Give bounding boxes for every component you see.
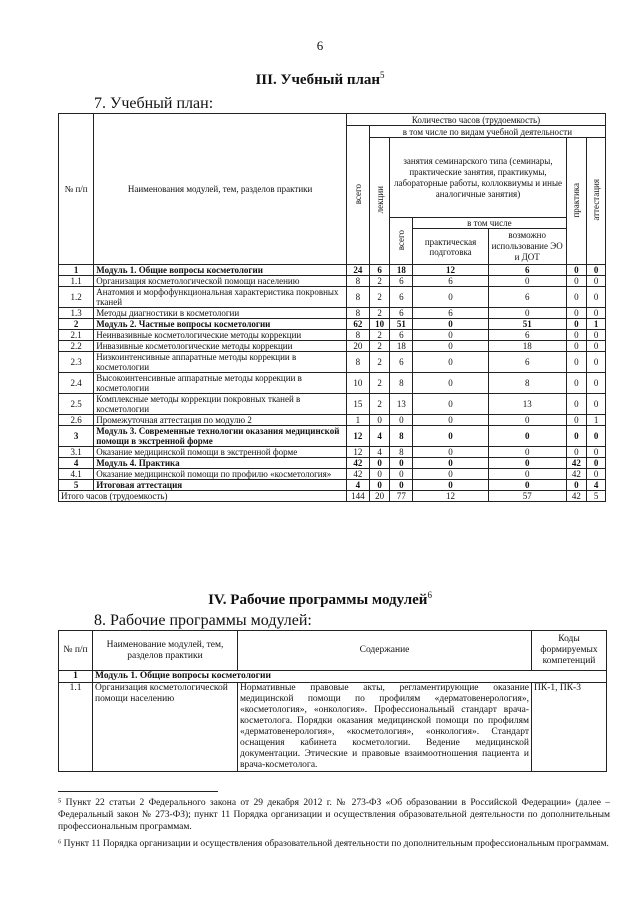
plan-cell: 62 (346, 319, 369, 330)
col-activity-header: в том числе по видам учебной деятельности (369, 126, 605, 138)
col-name-header: Наименования модулей, тем, разделов практики (94, 114, 347, 265)
plan-row-num: 3 (59, 426, 94, 447)
plan-row (59, 319, 606, 330)
plan-row-num: 2 (59, 319, 94, 330)
plan-row-name: Неинвазивные косметологические методы коррекции (94, 330, 347, 341)
plan-cell: 0 (587, 352, 606, 373)
plan-cell: 12 (346, 426, 369, 447)
plan-cell: 0 (488, 308, 566, 319)
col-attestation-header: аттестация (587, 138, 606, 265)
plan-row-name: Модуль 1. Общие вопросы косметологии (94, 265, 347, 276)
plan-cell: 0 (413, 394, 489, 415)
plan-cell: 6 (390, 276, 413, 287)
footnote-ref-6: 6 (427, 590, 432, 600)
plan-total-cell: 57 (488, 491, 566, 502)
plan-row-name: Организация косметологической помощи населению (94, 276, 347, 287)
col-seminars-header: занятия семинарского типа (семинары, практические занятия, практикумы, лабораторные работы, коллоквиумы и иные аналогичные занятия) (390, 138, 566, 218)
plan-cell: 2 (369, 341, 390, 352)
plan-row-num: 1.3 (59, 308, 94, 319)
plan-subtitle: 7. Учебный план: (94, 95, 214, 112)
plan-cell: 0 (566, 308, 587, 319)
plan-cell: 0 (587, 447, 606, 458)
plan-cell: 4 (369, 426, 390, 447)
plan-row (59, 330, 606, 341)
plan-cell: 0 (369, 458, 390, 469)
plan-cell: 20 (346, 341, 369, 352)
footnote-5: ⁵ Пункт 22 статьи 2 Федерального закона от 29 декабря 2012 г. № 273-ФЗ «Об образовании в Российской Федерации» (далее – Федеральный закон № 273-ФЗ); пункт 11 Порядка организации и осуществления образовательной деятельности по дополнительным профессиональным программам. (58, 798, 610, 832)
plan-row (59, 426, 606, 447)
plan-cell: 1 (346, 415, 369, 426)
plan-row-num: 2.2 (59, 341, 94, 352)
plan-cell: 10 (369, 319, 390, 330)
plan-cell: 0 (566, 276, 587, 287)
plan-row-num: 2.6 (59, 415, 94, 426)
plan-cell: 8 (346, 276, 369, 287)
plan-row (59, 276, 606, 287)
plan-row-name: Инвазивные косметологические методы коррекции (94, 341, 347, 352)
plan-row (59, 265, 606, 276)
plan-cell: 0 (587, 426, 606, 447)
plan-cell: 0 (566, 341, 587, 352)
plan-cell: 6 (488, 265, 566, 276)
plan-cell: 4 (369, 447, 390, 458)
col-num-header: № п/п (59, 114, 94, 265)
plan-row (59, 458, 606, 469)
col-practice-header: практика (566, 138, 587, 265)
prog-row-name: Организация косметологической помощи населению (93, 683, 238, 772)
plan-cell: 0 (413, 352, 489, 373)
plan-cell: 8 (346, 308, 369, 319)
plan-cell: 18 (390, 265, 413, 276)
plan-total-cell: 20 (369, 491, 390, 502)
plan-row (59, 373, 606, 394)
plan-cell: 15 (346, 394, 369, 415)
plan-row-num: 1.2 (59, 287, 94, 308)
plan-row-name: Оказание медицинской помощи по профилю «косметология» (94, 469, 347, 480)
plan-cell: 0 (488, 415, 566, 426)
plan-cell: 6 (413, 308, 489, 319)
plan-cell: 0 (413, 480, 489, 491)
plan-cell: 6 (413, 276, 489, 287)
plan-row-name: Методы диагностики в косметологии (94, 308, 347, 319)
plan-cell: 0 (587, 341, 606, 352)
plan-cell: 0 (587, 265, 606, 276)
plan-row-name: Комплексные методы коррекции покровных тканей в косметологии (94, 394, 347, 415)
plan-cell: 1 (587, 319, 606, 330)
plan-cell: 0 (413, 373, 489, 394)
col-lectures-header: лекции (369, 138, 390, 265)
section-3-title: III. Учебный план (255, 72, 381, 88)
plan-cell: 8 (390, 426, 413, 447)
plan-cell: 2 (369, 276, 390, 287)
plan-cell: 0 (566, 330, 587, 341)
plan-row-name: Низкоинтенсивные аппаратные методы коррекции в косметологии (94, 352, 347, 373)
prog-col-codes-header: Коды формируемых компетенций (532, 631, 607, 671)
plan-row-name: Модуль 3. Современные технологии оказания медицинской помощи в экстренной форме (94, 426, 347, 447)
plan-cell: 6 (390, 308, 413, 319)
plan-total-cell: 77 (390, 491, 413, 502)
plan-cell: 42 (566, 469, 587, 480)
plan-cell: 0 (587, 373, 606, 394)
plan-cell: 42 (346, 458, 369, 469)
plan-cell: 0 (488, 458, 566, 469)
plan-cell: 8 (390, 447, 413, 458)
plan-cell: 18 (390, 341, 413, 352)
plan-row-num: 2.3 (59, 352, 94, 373)
plan-cell: 0 (369, 480, 390, 491)
prog-row (59, 683, 607, 772)
plan-cell: 6 (390, 352, 413, 373)
plan-row-name: Итоговая аттестация (94, 480, 347, 491)
prog-module-name: Модуль 1. Общие вопросы косметологии (93, 671, 607, 683)
plan-cell: 0 (488, 480, 566, 491)
plan-cell: 0 (413, 469, 489, 480)
plan-row-num: 1 (59, 265, 94, 276)
plan-row-num: 4 (59, 458, 94, 469)
plan-cell: 6 (390, 330, 413, 341)
plan-cell: 8 (346, 352, 369, 373)
plan-row (59, 287, 606, 308)
plan-cell: 8 (390, 373, 413, 394)
plan-cell: 0 (488, 426, 566, 447)
plan-cell: 13 (390, 394, 413, 415)
plan-cell: 0 (390, 480, 413, 491)
plan-cell: 1 (587, 415, 606, 426)
plan-total-cell: 144 (346, 491, 369, 502)
plan-cell: 2 (369, 394, 390, 415)
plan-cell: 8 (346, 287, 369, 308)
plan-cell: 51 (488, 319, 566, 330)
plan-row (59, 469, 606, 480)
plan-cell: 6 (369, 265, 390, 276)
plan-total-cell: 42 (566, 491, 587, 502)
plan-row-num: 3.1 (59, 447, 94, 458)
plan-cell: 0 (390, 415, 413, 426)
plan-row-name: Высокоинтенсивные аппаратные методы коррекции в косметологии (94, 373, 347, 394)
plan-cell: 0 (488, 276, 566, 287)
footnote-6: ⁶ Пункт 11 Порядка организации и осуществления образовательной деятельности по дополнительным профессиональным программам. (58, 839, 609, 849)
plan-row (59, 341, 606, 352)
plan-cell: 0 (413, 319, 489, 330)
plan-cell: 0 (566, 265, 587, 276)
plan-row-name: Модуль 2. Частные вопросы косметологии (94, 319, 347, 330)
study-plan-body (59, 265, 606, 502)
col-sem-total-header: всего (390, 218, 413, 265)
col-hours-header: Количество часов (трудоемкость) (346, 114, 605, 126)
plan-cell: 0 (587, 276, 606, 287)
plan-total-row (59, 491, 606, 502)
plan-cell: 0 (566, 415, 587, 426)
plan-cell: 42 (566, 458, 587, 469)
plan-cell: 42 (346, 469, 369, 480)
plan-cell: 0 (413, 447, 489, 458)
plan-cell: 0 (413, 341, 489, 352)
col-eo-dot-header: возможно использование ЭО и ДОТ (488, 229, 566, 265)
plan-cell: 12 (346, 447, 369, 458)
prog-row-codes: ПК-1, ПК-3 (532, 683, 607, 772)
prog-col-content-header: Содержание (238, 631, 532, 671)
plan-cell: 0 (587, 458, 606, 469)
plan-cell: 0 (413, 330, 489, 341)
plan-row-num: 5 (59, 480, 94, 491)
plan-row (59, 480, 606, 491)
plan-cell: 13 (488, 394, 566, 415)
footnote-ref-5: 5 (380, 70, 385, 80)
plan-cell: 0 (369, 415, 390, 426)
plan-cell: 0 (566, 447, 587, 458)
plan-row (59, 394, 606, 415)
plan-row (59, 415, 606, 426)
plan-cell: 4 (346, 480, 369, 491)
plan-cell: 0 (390, 469, 413, 480)
section-4-title: IV. Рабочие программы модулей (208, 592, 428, 608)
plan-cell: 0 (413, 287, 489, 308)
plan-cell: 0 (566, 287, 587, 308)
plan-cell: 0 (566, 394, 587, 415)
section-3-heading (0, 70, 640, 89)
plan-cell: 0 (587, 394, 606, 415)
prog-col-name-header: Наименование модулей, тем, разделов практики (93, 631, 238, 671)
plan-cell: 0 (488, 447, 566, 458)
plan-cell: 2 (369, 287, 390, 308)
plan-cell: 0 (413, 458, 489, 469)
plan-row-num: 2.5 (59, 394, 94, 415)
plan-cell: 2 (369, 308, 390, 319)
plan-cell: 4 (587, 480, 606, 491)
plan-cell: 0 (587, 330, 606, 341)
plan-row (59, 308, 606, 319)
plan-row-num: 2.1 (59, 330, 94, 341)
plan-cell: 6 (488, 287, 566, 308)
plan-cell: 8 (488, 373, 566, 394)
plan-cell: 0 (587, 469, 606, 480)
plan-total-cell: 5 (587, 491, 606, 502)
plan-cell: 0 (587, 308, 606, 319)
footnote-separator (58, 791, 218, 792)
plan-cell: 10 (346, 373, 369, 394)
section-4-heading (0, 590, 640, 609)
plan-row-name: Промежуточная аттестация по модулю 2 (94, 415, 347, 426)
prog-row-content: Нормативные правовые акты, регламентирующие оказание медицинской помощи по профилям «дерматовенерология», «косметология», «онкология». Профессиональный стандарт врача-косметолога. Порядки оказания медицинской помощи по профилям «дерматовенерология», «косметология», «онкология». Стандарт оснащения кабинета косметологии. Ведение медицинской документации. Этические и правовые взаимоотношения пациента и врача-косметолога. (238, 683, 532, 772)
plan-cell: 0 (566, 480, 587, 491)
plan-row (59, 352, 606, 373)
plan-total-label: Итого часов (трудоемкость) (59, 491, 347, 502)
work-programs-table (58, 630, 607, 772)
study-plan-table (58, 113, 606, 502)
col-incl-header: в том числе (413, 218, 566, 229)
plan-row-num: 1.1 (59, 276, 94, 287)
plan-row-name: Анатомия и морфофункциональная характеристика покровных тканей (94, 287, 347, 308)
plan-cell: 6 (488, 330, 566, 341)
plan-row-name: Оказание медицинской помощи в экстренной форме (94, 447, 347, 458)
prog-col-num-header: № п/п (59, 631, 93, 671)
col-practical-header: практическая подготовка (413, 229, 489, 265)
plan-cell: 8 (346, 330, 369, 341)
plan-cell: 24 (346, 265, 369, 276)
plan-total-cell: 12 (413, 491, 489, 502)
plan-cell: 2 (369, 352, 390, 373)
page-number: 6 (316, 38, 324, 53)
plan-cell: 0 (369, 469, 390, 480)
plan-cell: 0 (587, 287, 606, 308)
plan-cell: 0 (488, 469, 566, 480)
plan-cell: 0 (566, 426, 587, 447)
plan-cell: 0 (390, 458, 413, 469)
plan-cell: 6 (390, 287, 413, 308)
plan-row-name: Модуль 4. Практика (94, 458, 347, 469)
plan-cell: 12 (413, 265, 489, 276)
col-total-header: всего (346, 126, 369, 265)
plan-cell: 6 (488, 352, 566, 373)
plan-row-num: 4.1 (59, 469, 94, 480)
plan-cell: 0 (566, 319, 587, 330)
plan-cell: 18 (488, 341, 566, 352)
plan-cell: 51 (390, 319, 413, 330)
plan-cell: 2 (369, 373, 390, 394)
programs-subtitle: 8. Рабочие программы модулей: (94, 612, 312, 629)
plan-cell: 0 (566, 352, 587, 373)
prog-module-num: 1 (59, 671, 93, 683)
prog-row-num: 1.1 (59, 683, 93, 772)
plan-cell: 2 (369, 330, 390, 341)
plan-cell: 0 (413, 426, 489, 447)
plan-cell: 0 (566, 373, 587, 394)
plan-row-num: 2.4 (59, 373, 94, 394)
plan-cell: 0 (413, 415, 489, 426)
plan-row (59, 447, 606, 458)
